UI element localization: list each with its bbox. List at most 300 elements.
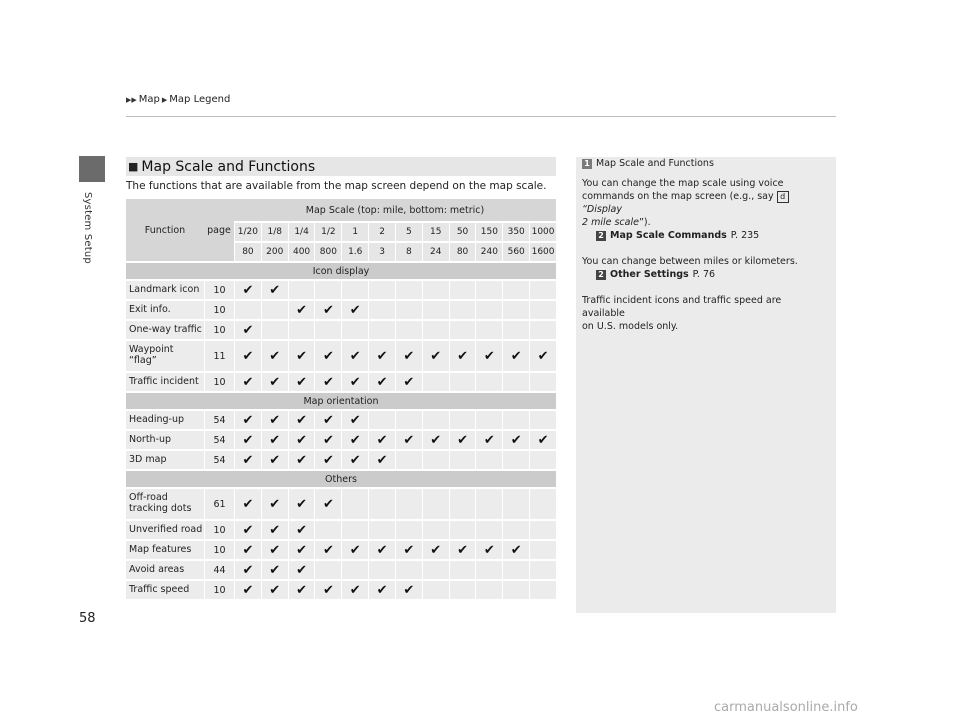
scale-mile-cell: 50: [449, 223, 476, 241]
scale-mile-cell: 5: [395, 223, 422, 241]
breadcrumb-arrow-icon: ▶: [161, 95, 168, 104]
availability-cell: [234, 373, 261, 391]
table-row: [126, 431, 556, 449]
checkmark-icon: ✔: [322, 452, 334, 468]
scale-mile-cell: 350: [502, 223, 529, 241]
scale-mile-cell: 1/2: [314, 223, 341, 241]
page-ref: 10: [204, 373, 234, 391]
page-ref: 54: [204, 431, 234, 449]
availability-cell: [475, 301, 502, 319]
availability-cell: [234, 581, 261, 599]
availability-cell: [395, 411, 422, 429]
availability-cell: [529, 489, 556, 519]
checkmark-icon: ✔: [322, 348, 334, 364]
availability-cell: [261, 431, 288, 449]
availability-cell: [314, 373, 341, 391]
page-ref: 54: [204, 451, 234, 469]
chapter-tab-marker: [79, 156, 105, 182]
table-group-row: [126, 393, 556, 409]
table-group-row: [126, 471, 556, 487]
note-title-row: [576, 157, 836, 169]
availability-cell: [314, 521, 341, 539]
checkmark-icon: ✔: [537, 348, 549, 364]
availability-cell: [368, 581, 395, 599]
availability-cell: [502, 489, 529, 519]
availability-cell: [475, 411, 502, 429]
checkmark-icon: ✔: [322, 496, 334, 512]
availability-cell: [449, 541, 476, 559]
availability-cell: [288, 341, 315, 371]
availability-cell: [261, 411, 288, 429]
checkmark-icon: ✔: [242, 282, 254, 298]
availability-cell: [341, 341, 368, 371]
checkmark-icon: ✔: [242, 322, 254, 338]
availability-cell: [288, 411, 315, 429]
availability-cell: [502, 541, 529, 559]
function-name: One-way traffic: [126, 321, 204, 339]
availability-cell: [368, 561, 395, 579]
scale-metric-cell: 400: [288, 243, 315, 261]
availability-cell: [368, 431, 395, 449]
availability-cell: [502, 301, 529, 319]
availability-cell: [288, 451, 315, 469]
checkmark-icon: ✔: [296, 374, 308, 390]
availability-cell: [368, 451, 395, 469]
availability-cell: [529, 521, 556, 539]
availability-cell: [368, 489, 395, 519]
availability-cell: [234, 561, 261, 579]
availability-cell: [314, 281, 341, 299]
function-name: Traffic incident: [126, 373, 204, 391]
checkmark-icon: ✔: [349, 432, 361, 448]
table-row: [126, 451, 556, 469]
checkmark-icon: ✔: [242, 432, 254, 448]
page-ref: 10: [204, 521, 234, 539]
availability-cell: [502, 431, 529, 449]
square-bullet-icon: ■: [128, 160, 139, 173]
function-name: Heading-up: [126, 411, 204, 429]
checkmark-icon: ✔: [537, 432, 549, 448]
availability-cell: [288, 581, 315, 599]
talk-button-icon: d: [777, 191, 789, 203]
page-number: 58: [79, 611, 96, 626]
table-row: [126, 541, 556, 559]
availability-cell: [502, 581, 529, 599]
scale-metric-cell: 24: [422, 243, 449, 261]
checkmark-icon: ✔: [483, 348, 495, 364]
availability-cell: [422, 521, 449, 539]
page-ref: 10: [204, 541, 234, 559]
function-name: North-up: [126, 431, 204, 449]
availability-cell: [341, 541, 368, 559]
checkmark-icon: ✔: [376, 432, 388, 448]
availability-cell: [368, 301, 395, 319]
page-column-header: page: [204, 199, 234, 261]
checkmark-icon: ✔: [403, 432, 415, 448]
availability-cell: [288, 301, 315, 319]
checkmark-icon: ✔: [296, 542, 308, 558]
function-name: Exit info.: [126, 301, 204, 319]
availability-cell: [341, 411, 368, 429]
page-ref: 61: [204, 489, 234, 519]
availability-cell: [368, 411, 395, 429]
page-ref: 11: [204, 341, 234, 371]
table-row: [126, 281, 556, 299]
chapter-label: System Setup: [82, 192, 93, 264]
checkmark-icon: ✔: [376, 452, 388, 468]
table-row: [126, 411, 556, 429]
availability-cell: [261, 489, 288, 519]
function-name: Off-road tracking dots: [126, 489, 204, 519]
availability-cell: [502, 451, 529, 469]
page-ref: 54: [204, 411, 234, 429]
function-name: Map features: [126, 541, 204, 559]
availability-cell: [234, 431, 261, 449]
availability-cell: [341, 321, 368, 339]
reference-page: P. 76: [692, 269, 716, 280]
availability-cell: [288, 431, 315, 449]
availability-cell: [422, 431, 449, 449]
availability-cell: [234, 521, 261, 539]
checkmark-icon: ✔: [242, 542, 254, 558]
checkmark-icon: ✔: [430, 542, 442, 558]
availability-cell: [449, 411, 476, 429]
availability-cell: [395, 541, 422, 559]
availability-cell: [502, 281, 529, 299]
availability-cell: [341, 281, 368, 299]
checkmark-icon: ✔: [403, 348, 415, 364]
availability-cell: [502, 521, 529, 539]
availability-cell: [529, 451, 556, 469]
checkmark-icon: ✔: [430, 348, 442, 364]
scale-metric-cell: 3: [368, 243, 395, 261]
availability-cell: [449, 431, 476, 449]
availability-cell: [529, 581, 556, 599]
availability-cell: [341, 451, 368, 469]
checkmark-icon: ✔: [483, 542, 495, 558]
availability-cell: [234, 301, 261, 319]
table-header-row: [126, 199, 556, 221]
availability-cell: [341, 561, 368, 579]
availability-cell: [395, 373, 422, 391]
checkmark-icon: ✔: [322, 412, 334, 428]
availability-cell: [529, 373, 556, 391]
availability-cell: [395, 301, 422, 319]
availability-cell: [449, 321, 476, 339]
checkmark-icon: ✔: [430, 432, 442, 448]
checkmark-icon: ✔: [269, 412, 281, 428]
breadcrumb-map-legend: Map Legend: [169, 94, 231, 105]
availability-cell: [341, 489, 368, 519]
availability-cell: [449, 489, 476, 519]
availability-cell: [529, 411, 556, 429]
scale-mile-cell: 150: [475, 223, 502, 241]
availability-cell: [395, 561, 422, 579]
availability-cell: [422, 489, 449, 519]
checkmark-icon: ✔: [296, 412, 308, 428]
availability-cell: [395, 341, 422, 371]
reference-page: P. 235: [730, 230, 760, 241]
availability-cell: [449, 301, 476, 319]
checkmark-icon: ✔: [242, 522, 254, 538]
checkmark-icon: ✔: [349, 412, 361, 428]
checkmark-icon: ✔: [269, 452, 281, 468]
breadcrumb-map: Map: [138, 94, 160, 105]
availability-cell: [475, 341, 502, 371]
scale-metric-cell: 80: [234, 243, 261, 261]
availability-cell: [395, 521, 422, 539]
availability-cell: [502, 373, 529, 391]
availability-cell: [341, 521, 368, 539]
availability-cell: [449, 561, 476, 579]
function-name: Waypoint “flag”: [126, 341, 204, 371]
availability-cell: [234, 281, 261, 299]
availability-cell: [261, 561, 288, 579]
checkmark-icon: ✔: [269, 282, 281, 298]
availability-cell: [529, 301, 556, 319]
availability-cell: [475, 281, 502, 299]
scale-mile-cell: 1/20: [234, 223, 261, 241]
checkmark-icon: ✔: [457, 542, 468, 558]
availability-cell: [529, 341, 556, 371]
checkmark-icon: ✔: [242, 348, 254, 364]
availability-cell: [234, 411, 261, 429]
availability-cell: [341, 581, 368, 599]
scale-mile-cell: 1: [341, 223, 368, 241]
note-quote: 2 mile scale: [582, 217, 639, 228]
checkmark-icon: ✔: [269, 582, 281, 598]
scale-metric-cell: 8: [395, 243, 422, 261]
checkmark-icon: ✔: [322, 542, 334, 558]
function-name: 3D map: [126, 451, 204, 469]
availability-cell: [261, 581, 288, 599]
function-column-header: Function: [126, 199, 204, 261]
table-row: [126, 489, 556, 519]
availability-cell: [288, 561, 315, 579]
note-body: [576, 169, 836, 333]
availability-cell: [422, 541, 449, 559]
checkmark-icon: ✔: [349, 348, 361, 364]
function-name: Unverified road: [126, 521, 204, 539]
watermark-text: carmanualsonline.info: [714, 700, 858, 715]
checkmark-icon: ✔: [403, 582, 415, 598]
scale-mile-cell: 1000: [529, 223, 556, 241]
checkmark-icon: ✔: [376, 374, 388, 390]
availability-cell: [422, 341, 449, 371]
availability-cell: [449, 521, 476, 539]
availability-cell: [475, 521, 502, 539]
table-group-row: [126, 263, 556, 279]
availability-cell: [314, 341, 341, 371]
page-ref: 10: [204, 281, 234, 299]
availability-cell: [475, 489, 502, 519]
function-name: Landmark icon: [126, 281, 204, 299]
availability-cell: [314, 321, 341, 339]
checkmark-icon: ✔: [296, 302, 308, 318]
reference-label: Map Scale Commands: [610, 230, 727, 241]
checkmark-icon: ✔: [457, 348, 468, 364]
checkmark-icon: ✔: [296, 348, 308, 364]
section-title: Map Scale and Functions: [141, 158, 316, 175]
availability-cell: [475, 561, 502, 579]
group-title: Others: [126, 471, 556, 487]
availability-cell: [529, 561, 556, 579]
checkmark-icon: ✔: [242, 374, 254, 390]
cross-reference-link[interactable]: [582, 229, 826, 242]
checkmark-icon: ✔: [269, 374, 281, 390]
note-text: [582, 216, 826, 229]
scale-mile-cell: 1/8: [261, 223, 288, 241]
availability-cell: [422, 321, 449, 339]
availability-cell: [529, 321, 556, 339]
availability-cell: [314, 561, 341, 579]
checkmark-icon: ✔: [296, 562, 308, 578]
availability-cell: [314, 581, 341, 599]
group-title: Map orientation: [126, 393, 556, 409]
checkmark-icon: ✔: [322, 374, 334, 390]
availability-cell: [395, 451, 422, 469]
reference-arrow-icon: 2: [596, 270, 606, 280]
scale-mile-cell: 15: [422, 223, 449, 241]
checkmark-icon: ✔: [457, 432, 468, 448]
availability-cell: [475, 581, 502, 599]
checkmark-icon: ✔: [376, 582, 388, 598]
scale-metric-cell: 80: [449, 243, 476, 261]
map-scale-header: Map Scale (top: mile, bottom: metric): [234, 199, 556, 221]
availability-cell: [475, 541, 502, 559]
note-text: You can change between miles or kilometers.: [582, 256, 798, 267]
availability-cell: [502, 561, 529, 579]
availability-cell: [341, 373, 368, 391]
note-text: Traffic incident icons and traffic speed are available: [582, 295, 782, 319]
scale-metric-cell: 1600: [529, 243, 556, 261]
availability-cell: [261, 341, 288, 371]
checkmark-icon: ✔: [269, 542, 281, 558]
availability-cell: [395, 581, 422, 599]
availability-cell: [529, 431, 556, 449]
note-text: You can change the map scale using voice: [582, 178, 784, 189]
availability-cell: [475, 451, 502, 469]
availability-cell: [314, 301, 341, 319]
note-title: Map Scale and Functions: [596, 158, 714, 169]
note-text-part: ”).: [638, 217, 651, 228]
availability-cell: [368, 341, 395, 371]
scale-metric-cell: 1.6: [341, 243, 368, 261]
table-row: [126, 321, 556, 339]
checkmark-icon: ✔: [296, 452, 308, 468]
checkmark-icon: ✔: [349, 452, 361, 468]
checkmark-icon: ✔: [349, 542, 361, 558]
availability-cell: [475, 321, 502, 339]
availability-cell: [288, 373, 315, 391]
checkmark-icon: ✔: [242, 496, 254, 512]
checkmark-icon: ✔: [242, 412, 254, 428]
availability-cell: [368, 321, 395, 339]
table-row: [126, 301, 556, 319]
checkmark-icon: ✔: [403, 374, 415, 390]
checkmark-icon: ✔: [269, 562, 281, 578]
checkmark-icon: ✔: [322, 582, 334, 598]
availability-cell: [529, 281, 556, 299]
availability-cell: [234, 489, 261, 519]
availability-cell: [422, 373, 449, 391]
checkmark-icon: ✔: [376, 542, 388, 558]
checkmark-icon: ✔: [242, 582, 254, 598]
availability-cell: [422, 301, 449, 319]
availability-cell: [422, 281, 449, 299]
checkmark-icon: ✔: [296, 496, 308, 512]
availability-cell: [261, 301, 288, 319]
availability-cell: [449, 581, 476, 599]
note-text: [582, 190, 826, 216]
availability-cell: [261, 321, 288, 339]
breadcrumb: [126, 94, 230, 105]
availability-cell: [395, 281, 422, 299]
checkmark-icon: ✔: [296, 432, 308, 448]
note-number-icon: 1: [582, 159, 592, 169]
reference-arrow-icon: 2: [596, 231, 606, 241]
group-title: Icon display: [126, 263, 556, 279]
availability-cell: [422, 561, 449, 579]
page-ref: 44: [204, 561, 234, 579]
availability-cell: [422, 451, 449, 469]
checkmark-icon: ✔: [376, 348, 388, 364]
checkmark-icon: ✔: [242, 452, 254, 468]
section-header: [126, 157, 556, 176]
availability-cell: [314, 451, 341, 469]
availability-cell: [422, 581, 449, 599]
availability-cell: [395, 321, 422, 339]
availability-cell: [261, 541, 288, 559]
checkmark-icon: ✔: [296, 522, 308, 538]
checkmark-icon: ✔: [510, 348, 522, 364]
scale-metric-cell: 800: [314, 243, 341, 261]
page-ref: 10: [204, 581, 234, 599]
availability-cell: [449, 341, 476, 371]
checkmark-icon: ✔: [269, 348, 281, 364]
table-row: [126, 373, 556, 391]
checkmark-icon: ✔: [483, 432, 495, 448]
availability-cell: [422, 411, 449, 429]
availability-cell: [502, 321, 529, 339]
table-row: [126, 561, 556, 579]
availability-cell: [341, 431, 368, 449]
checkmark-icon: ✔: [269, 496, 281, 512]
checkmark-icon: ✔: [510, 432, 522, 448]
section-intro: The functions that are available from the map screen depend on the map scale.: [126, 180, 547, 192]
scale-mile-cell: 2: [368, 223, 395, 241]
availability-cell: [261, 281, 288, 299]
availability-cell: [449, 281, 476, 299]
availability-cell: [234, 321, 261, 339]
availability-cell: [288, 321, 315, 339]
table-row: [126, 521, 556, 539]
availability-cell: [368, 541, 395, 559]
checkmark-icon: ✔: [269, 522, 281, 538]
availability-cell: [261, 521, 288, 539]
checkmark-icon: ✔: [296, 582, 308, 598]
cross-reference-link[interactable]: [582, 268, 826, 281]
page-ref: 10: [204, 301, 234, 319]
function-name: Avoid areas: [126, 561, 204, 579]
table-row: [126, 341, 556, 371]
checkmark-icon: ✔: [242, 562, 254, 578]
availability-cell: [234, 341, 261, 371]
function-name: Traffic speed: [126, 581, 204, 599]
checkmark-icon: ✔: [349, 582, 361, 598]
availability-cell: [314, 411, 341, 429]
availability-cell: [449, 373, 476, 391]
